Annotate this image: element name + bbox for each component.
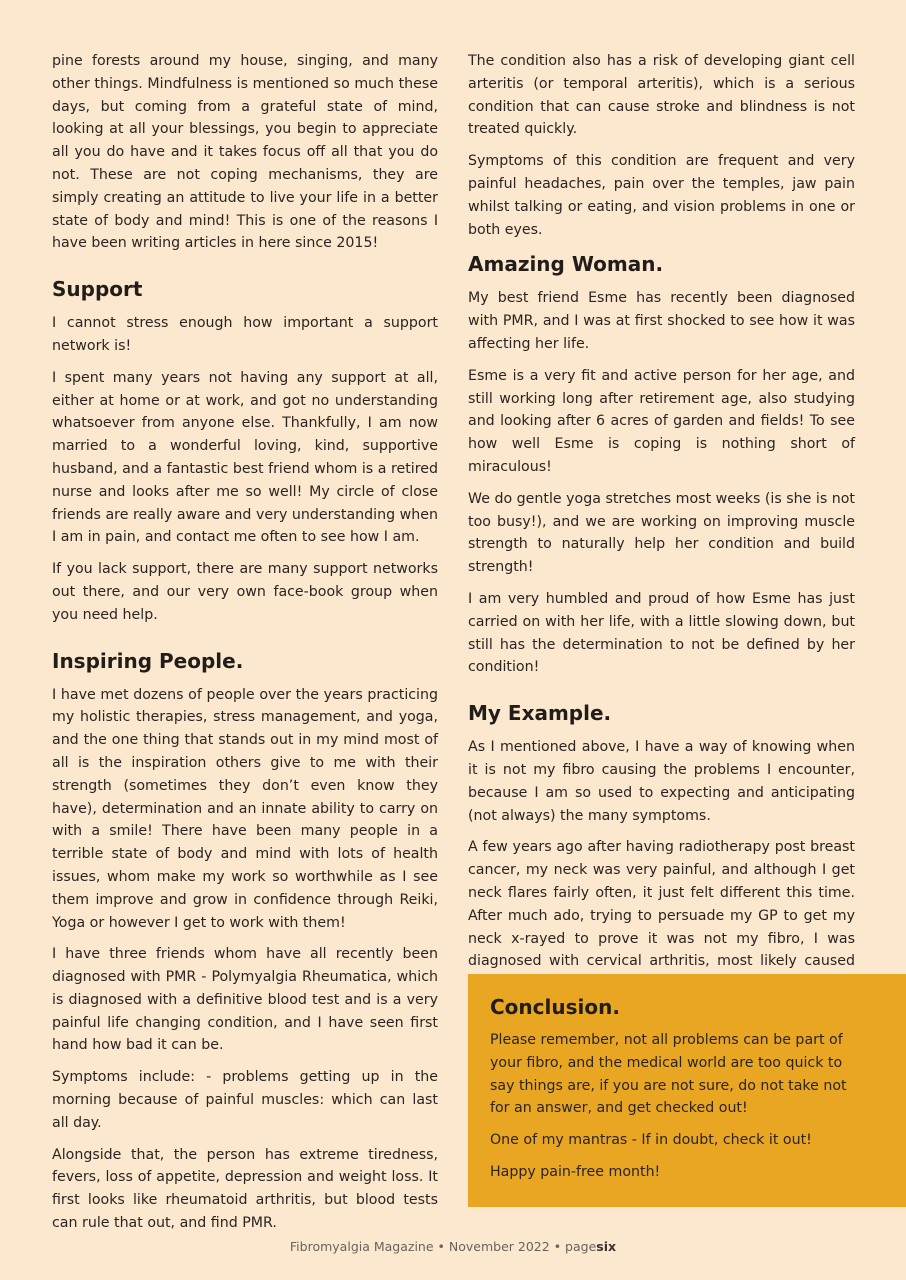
support-paragraph-1: I cannot stress enough how important a support network is! [52, 315, 438, 354]
example-heading: My Example. [468, 701, 612, 726]
support-heading: Support [52, 277, 143, 302]
support-paragraph-2: I spent many years not having any support at all, either at home or at work, and got no understanding whatsoever from anyone else. Thankfully, I am now married to a wonderful loving, kind, supportive husband, and a fantastic best friend whom is a retired nurse and looks after me so well! My circle of close friends are really aware and very understanding when I am in pain, and contact me often to see how I am. [52, 369, 438, 546]
conclusion-paragraph-2: One of my mantras - If in doubt, check it out! [490, 1132, 812, 1149]
footer-bullet-1: • [437, 1239, 449, 1254]
footer-page-prefix: page [565, 1239, 597, 1254]
amazing-heading: Amazing Woman. [468, 252, 664, 277]
footer-magazine: Fibromyalgia Magazine [289, 1239, 434, 1254]
amazing-paragraph-2: Esme is a very fit and active person for her age, and still working long after retirement age, also studying and looking after 6 acres of garden and fields! To see how well Esme is coping is nothing short of miraculous! [468, 367, 855, 475]
example-paragraph-2: A few years ago after having radiotherapy post breast cancer, my neck was very painful, and although I get neck flares fairly often, it just felt different this time. After much ado, trying to persuade my GP to get my neck x-rayed to prove it was not my fibro, I was diagnosed with cervical arthritis, most likely caused [468, 839, 855, 970]
symptoms-paragraph: Symptoms of this condition are frequent and very painful headaches, pain over the temples, jaw pain whilst talking or eating, and vision problems in one or both eyes. [468, 153, 855, 238]
page-footer [0, 1239, 906, 1254]
footer-issue: November 2022 [448, 1239, 550, 1254]
intro-paragraph: pine forests around my house, singing, and many other things. Mindfulness is mentioned so much these days, but coming from a grateful state of mind, looking at all your blessings, you begin to appreciate all you do have and it takes focus off all that you do not. These are not coping mechanisms, they are simply creating an attitude to live your life in a better state of body and mind! This is one of the reasons I have been writing articles in here since 2015! [52, 53, 438, 252]
example-paragraph-1: As I mentioned above, I have a way of knowing when it is not my fibro causing the problems I encounter, because I am so used to expecting and anticipating (not always) the many symptoms. [468, 739, 855, 824]
inspiring-heading: Inspiring People. [52, 648, 244, 673]
conclusion-box [468, 974, 906, 1207]
conclusion-paragraph-1: Please remember, not all problems can be part of your fibro, and the medical world are too quick to say things are, if you are not sure, do not take not for an answer, and get checked out! [490, 1032, 847, 1117]
condition-paragraph: The condition also has a risk of developing giant cell arteritis (or temporal arteritis), which is a serious condition that can cause stroke and blindness is not treated quickly. [468, 53, 855, 138]
inspiring-paragraph-4: Alongside that, the person has extreme tiredness, fevers, loss of appetite, depression and weight loss. It first looks like rheumatoid arthritis, but blood tests can rule that out, and find PMR. [52, 1146, 438, 1232]
amazing-paragraph-1: My best friend Esme has recently been diagnosed with PMR, and I was at first shocked to see how it was affecting her life. [468, 290, 855, 352]
conclusion-heading: Conclusion. [490, 995, 620, 1019]
footer-page-number: six [596, 1239, 617, 1254]
left-column [52, 50, 438, 1244]
footer-bullet-2: • [553, 1239, 566, 1254]
inspiring-paragraph-2: I have three friends whom have all recently been diagnosed with PMR - Polymyalgia Rheumatica, which is diagnosed with a definitive blood test and is a very painful life changing condition, and I have seen first hand how bad it can be. [52, 946, 438, 1054]
amazing-paragraph-4: I am very humbled and proud of how Esme has just carried on with her life, with a little slowing down, but still has the determination to not be defined by her condition! [468, 590, 855, 676]
right-column [468, 50, 855, 1005]
conclusion-paragraph-3: Happy pain-free month! [490, 1163, 661, 1180]
amazing-paragraph-3: We do gentle yoga stretches most weeks (is she is not too busy!), and we are working on improving muscle strength to naturally help her condition and build strength! [468, 490, 855, 576]
support-paragraph-3: If you lack support, there are many support networks out there, and our very own face-book group when you need help. [52, 561, 438, 623]
inspiring-paragraph-3: Symptoms include: - problems getting up in the morning because of painful muscles: which can last all day. [52, 1069, 438, 1131]
inspiring-paragraph-1: I have met dozens of people over the years practicing my holistic therapies, stress management, and yoga, and the one thing that stands out in my mind most of all is the inspiration others give to me with their strength (sometimes they don’t even know they have), determination and an innate ability to carry on with a smile! There have been many people in a terrible state of body and mind with lots of health issues, whom make my work so worthwhile as I see them improve and grow in confidence through Reiki, Yoga or however I get to work with them! [52, 686, 438, 931]
